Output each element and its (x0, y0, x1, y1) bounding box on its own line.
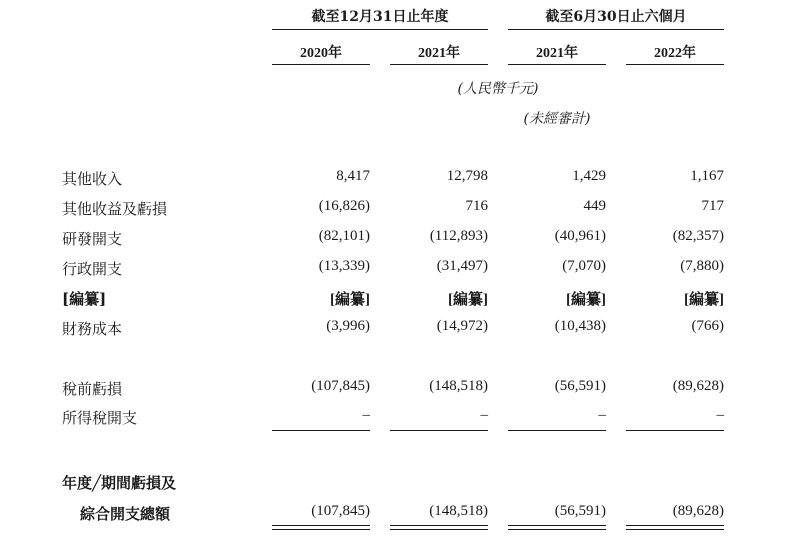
cell-value: (16,826) (318, 198, 370, 214)
cell-value: 1,167 (690, 168, 724, 184)
cell-value: (148,518) (429, 503, 488, 519)
cell-value: – (716, 407, 724, 423)
row-label: [編纂] (62, 290, 107, 308)
cell-value: 716 (465, 198, 488, 214)
total-double-rule (272, 525, 370, 530)
year-header-2021-h1: 2021年 (536, 46, 578, 61)
total-label-line1: 年度╱期間虧損及 (62, 474, 177, 492)
subtotal-rule (626, 430, 724, 431)
cell-value: (7,880) (680, 258, 724, 274)
row-label: 其他收入 (62, 170, 123, 188)
total-double-rule (508, 525, 606, 530)
cell-value: [編纂] (448, 292, 488, 308)
year-rule (508, 64, 606, 65)
cell-value: (31,497) (436, 258, 488, 274)
subtotal-rule (272, 430, 370, 431)
cell-value: (13,339) (318, 258, 370, 274)
cell-value: [編纂] (684, 292, 724, 308)
unaudited-note: (未經審計) (523, 111, 591, 127)
cell-value: (7,070) (562, 258, 606, 274)
year-header-2021-fy: 2021年 (418, 46, 460, 61)
year-header-2020: 2020年 (300, 46, 342, 61)
unit-note: (人民幣千元) (457, 81, 539, 97)
cell-value: (89,628) (672, 378, 724, 394)
cell-value: [編纂] (330, 292, 370, 308)
row-label: 財務成本 (62, 320, 123, 338)
cell-value: 12,798 (446, 168, 488, 184)
cell-value: (112,893) (429, 228, 488, 244)
total-double-rule (626, 525, 724, 530)
cell-value: (3,996) (326, 318, 370, 334)
cell-value: (107,845) (311, 503, 370, 519)
cell-value: – (480, 407, 488, 423)
total-double-rule (390, 525, 488, 530)
cell-value: – (598, 407, 606, 423)
row-label: 行政開支 (62, 260, 123, 278)
cell-value: [編纂] (566, 292, 606, 308)
cell-value: (10,438) (554, 318, 606, 334)
row-label: 稅前虧損 (62, 380, 123, 398)
header-group-six-months: 截至6月30日止六個月 (545, 9, 687, 25)
cell-value: (148,518) (429, 378, 488, 394)
cell-value: (56,591) (554, 378, 606, 394)
cell-value: (89,628) (672, 503, 724, 519)
cell-value: 1,429 (572, 168, 606, 184)
cell-value: (107,845) (311, 378, 370, 394)
header-group-six-months-rule (508, 29, 724, 30)
subtotal-rule (390, 430, 488, 431)
subtotal-rule (508, 430, 606, 431)
year-rule (272, 64, 370, 65)
cell-value: (56,591) (554, 503, 606, 519)
cell-value: – (362, 407, 370, 423)
header-group-full-year-rule (272, 29, 488, 30)
total-label-line2: 綜合開支總額 (80, 505, 171, 523)
cell-value: (40,961) (554, 228, 606, 244)
year-rule (626, 64, 724, 65)
cell-value: 8,417 (336, 168, 370, 184)
header-group-full-year: 截至12月31日止年度 (311, 9, 449, 25)
cell-value: (766) (691, 318, 724, 334)
row-label: 其他收益及虧損 (62, 200, 168, 218)
cell-value: 717 (701, 198, 724, 214)
year-header-2022-h1: 2022年 (654, 46, 696, 61)
cell-value: (82,101) (318, 228, 370, 244)
row-label: 所得稅開支 (62, 409, 138, 427)
row-label: 研發開支 (62, 230, 123, 248)
cell-value: (82,357) (672, 228, 724, 244)
year-rule (390, 64, 488, 65)
cell-value: 449 (583, 198, 606, 214)
cell-value: (14,972) (436, 318, 488, 334)
